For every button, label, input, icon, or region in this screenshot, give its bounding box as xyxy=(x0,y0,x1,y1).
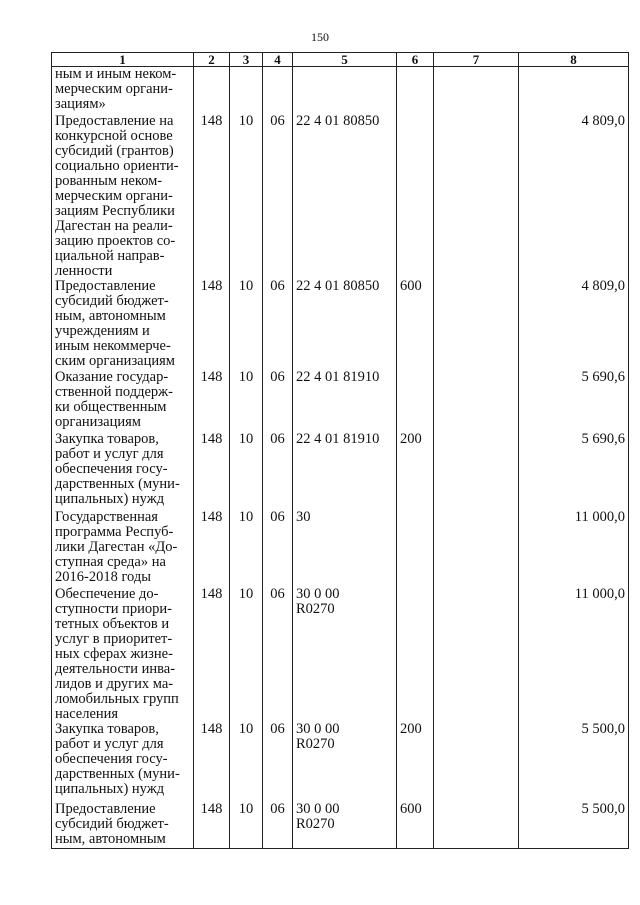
section-code: 10 xyxy=(230,587,263,722)
col-header-1: 1 xyxy=(52,53,194,67)
section-code: 10 xyxy=(230,114,263,279)
row-description: Закупка товаров, работ и услуг для обеспечения госу- дарственных (муни- ципальных) нужд xyxy=(52,722,194,802)
target-article: 30 xyxy=(293,510,397,587)
amount xyxy=(519,67,629,115)
table-row xyxy=(52,802,629,849)
ministry-code: 148 xyxy=(194,370,230,432)
section-code xyxy=(230,67,263,115)
ministry-code: 148 xyxy=(194,802,230,849)
expense-type xyxy=(397,114,434,279)
col-header-5: 5 xyxy=(293,53,397,67)
amount: 4 809,0 xyxy=(519,114,629,279)
row-description: Государственная программа Респуб- лики Дагестан «До- ступная среда» на 2016-2018 годы xyxy=(52,510,194,587)
expense-type xyxy=(397,510,434,587)
column-7-cell xyxy=(434,587,519,722)
section-code: 10 xyxy=(230,802,263,849)
col-header-7: 7 xyxy=(434,53,519,67)
subsection-code: 06 xyxy=(263,587,293,722)
section-code: 10 xyxy=(230,370,263,432)
amount: 5 690,6 xyxy=(519,370,629,432)
row-description: Закупка товаров, работ и услуг для обеспечения госу- дарственных (муни- ципальных) нужд xyxy=(52,432,194,510)
col-header-4: 4 xyxy=(263,53,293,67)
ministry-code xyxy=(194,67,230,115)
expense-type xyxy=(397,370,434,432)
table-row xyxy=(52,370,629,432)
target-article: 22 4 01 80850 xyxy=(293,114,397,279)
amount: 11 000,0 xyxy=(519,510,629,587)
ministry-code: 148 xyxy=(194,587,230,722)
table-row xyxy=(52,587,629,722)
col-header-8: 8 xyxy=(519,53,629,67)
subsection-code: 06 xyxy=(263,510,293,587)
row-description: Предоставление субсидий бюджет- ным, автономным xyxy=(52,802,194,849)
section-code: 10 xyxy=(230,510,263,587)
expense-type: 600 xyxy=(397,802,434,849)
amount: 5 500,0 xyxy=(519,722,629,802)
row-description: ным и иным неком- мерческим органи- зациям» xyxy=(52,67,194,115)
target-article: 22 4 01 81910 xyxy=(293,432,397,510)
table-row xyxy=(52,67,629,115)
table-row xyxy=(52,722,629,802)
subsection-code: 06 xyxy=(263,114,293,279)
table-row xyxy=(52,114,629,279)
column-7-cell xyxy=(434,802,519,849)
header-row xyxy=(52,53,629,67)
target-article: 30 0 00 R0270 xyxy=(293,587,397,722)
target-article: 30 0 00 R0270 xyxy=(293,722,397,802)
ministry-code: 148 xyxy=(194,510,230,587)
target-article xyxy=(293,67,397,115)
table-row xyxy=(52,279,629,370)
amount: 4 809,0 xyxy=(519,279,629,370)
expense-type: 200 xyxy=(397,432,434,510)
target-article: 22 4 01 80850 xyxy=(293,279,397,370)
target-article: 30 0 00 R0270 xyxy=(293,802,397,849)
subsection-code: 06 xyxy=(263,279,293,370)
column-7-cell xyxy=(434,432,519,510)
amount: 5 690,6 xyxy=(519,432,629,510)
row-description: Обеспечение до- ступности приори- тетных объектов и услуг в приоритет- ных сферах жизне- деятельности инва- лидов и других ма- ломобильных групп населения xyxy=(52,587,194,722)
ministry-code: 148 xyxy=(194,114,230,279)
column-7-cell xyxy=(434,67,519,115)
expense-type: 600 xyxy=(397,279,434,370)
row-description: Предоставление субсидий бюджет- ным, автономным учреждениям и иным некоммерче- ским организациям xyxy=(52,279,194,370)
subsection-code: 06 xyxy=(263,802,293,849)
column-7-cell xyxy=(434,114,519,279)
ministry-code: 148 xyxy=(194,279,230,370)
section-code: 10 xyxy=(230,279,263,370)
row-description: Оказание государ- ственной поддерж- ки общественным организациям xyxy=(52,370,194,432)
ministry-code: 148 xyxy=(194,432,230,510)
col-header-2: 2 xyxy=(194,53,230,67)
table-row xyxy=(52,432,629,510)
ministry-code: 148 xyxy=(194,722,230,802)
subsection-code xyxy=(263,67,293,115)
section-code: 10 xyxy=(230,722,263,802)
col-header-6: 6 xyxy=(397,53,434,67)
column-7-cell xyxy=(434,370,519,432)
section-code: 10 xyxy=(230,432,263,510)
column-7-cell xyxy=(434,510,519,587)
expense-type xyxy=(397,67,434,115)
column-7-cell xyxy=(434,722,519,802)
expense-type xyxy=(397,587,434,722)
col-header-3: 3 xyxy=(230,53,263,67)
target-article: 22 4 01 81910 xyxy=(293,370,397,432)
subsection-code: 06 xyxy=(263,370,293,432)
amount: 11 000,0 xyxy=(519,587,629,722)
amount: 5 500,0 xyxy=(519,802,629,849)
table-row xyxy=(52,510,629,587)
expense-type: 200 xyxy=(397,722,434,802)
row-description: Предоставление на конкурсной основе субсидий (грантов) социально ориенти- рованным неком- мерческим органи- зациям Республики Дагестан на реали- зацию проектов со- циальной направ- ленности xyxy=(52,114,194,279)
page-number: 150 xyxy=(311,30,329,44)
subsection-code: 06 xyxy=(263,722,293,802)
subsection-code: 06 xyxy=(263,432,293,510)
budget-table xyxy=(51,52,629,849)
column-7-cell xyxy=(434,279,519,370)
